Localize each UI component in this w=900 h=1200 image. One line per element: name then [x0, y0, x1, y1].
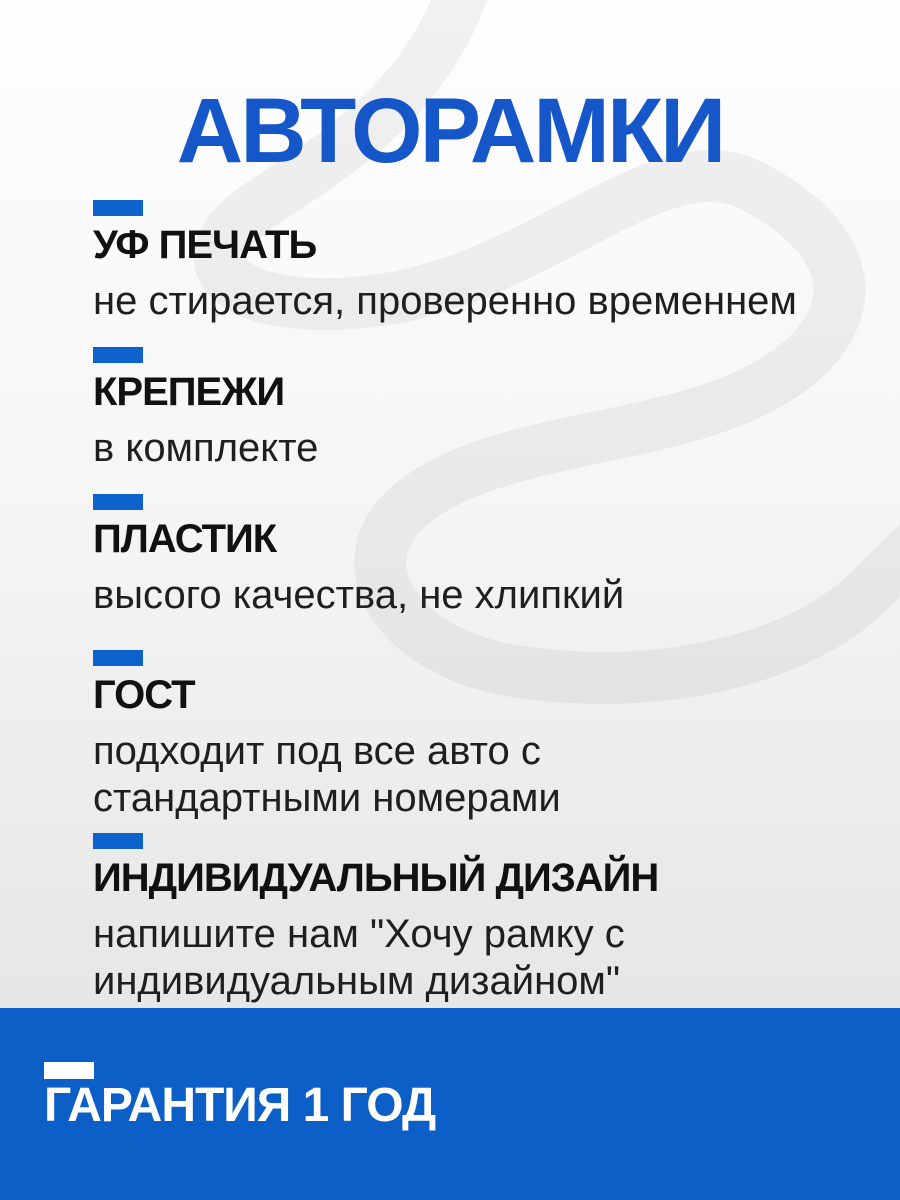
feature-body: высого качества, не хлипкий: [93, 573, 625, 617]
feature-section-custom-design: [93, 833, 673, 1005]
feature-title: ГОСТ: [93, 673, 195, 717]
feature-title: ПЛАСТИК: [93, 517, 277, 561]
feature-section-fasteners: [93, 347, 318, 472]
feature-body: напишите нам "Хочу рамку с индивидуальным дизайном": [93, 912, 625, 1003]
feature-title: УФ ПЕЧАТЬ: [93, 223, 317, 267]
feature-title: КРЕПЕЖИ: [93, 370, 285, 414]
accent-dash: [93, 650, 143, 666]
warranty-label: ГАРАНТИЯ 1 ГОД: [44, 1079, 436, 1132]
feature-body: подходит под все авто с стандартными номерами: [93, 729, 561, 820]
warranty-banner: [0, 1008, 900, 1200]
warranty-dash: [44, 1062, 94, 1079]
accent-dash: [93, 347, 143, 363]
feature-section-gost: [93, 650, 673, 822]
accent-dash: [93, 494, 143, 510]
feature-section-plastic: [93, 494, 624, 619]
page-title: АВТОРАМКИ: [176, 80, 724, 182]
accent-dash: [93, 200, 143, 216]
feature-body: в комплекте: [93, 426, 319, 470]
feature-title: ИНДИВИДУАЛЬНЫЙ ДИЗАЙН: [93, 856, 659, 900]
feature-section-uv-print: [93, 200, 797, 325]
feature-body: не стирается, проверенно временнем: [93, 279, 797, 323]
accent-dash: [93, 833, 143, 849]
